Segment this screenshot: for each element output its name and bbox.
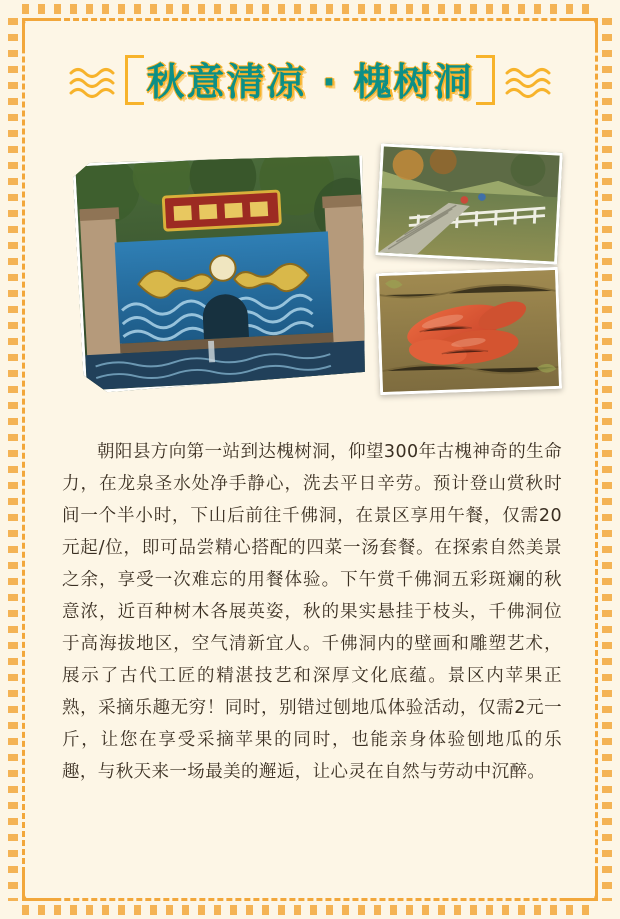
- corner-accent-top-left: [22, 18, 56, 52]
- corner-accent-top-right: [564, 18, 598, 52]
- dragon-wall-illustration: [75, 152, 370, 391]
- wave-ornament-left-icon: [69, 63, 125, 103]
- sweet-potato-illustration: [379, 270, 559, 392]
- page-title: 秋意清凉 · 槐树洞: [146, 60, 474, 104]
- bottom-stitch-border: [22, 905, 598, 915]
- article-body: 朝阳县方向第一站到达槐树洞，仰望300年古槐神奇的生命力，在龙泉圣水处净手静心，洗去平日辛劳。预计登山赏秋时间一个半小时，下山后前往千佛洞，在景区享用午餐，仅需20元起/位，即可品尝精心搭配的四菜一汤套餐。在探索自然美景之余，享受一次难忘的用餐体验。下午赏千佛洞五彩斑斓的秋意浓，近百种树木各展英姿，秋的果实悬挂于枝头，千佛洞位于高海拔地区，空气清新宜人。千佛洞内的壁画和雕塑艺术，展示了古代工匠的精湛技艺和深厚文化底蕴。景区内苹果正熟，采摘乐趣无穷！同时，别错过刨地瓜体验活动，仅需2元一斤，让您在享受采摘苹果的同时，也能亲身体验刨地瓜的乐趣，与秋天来一场最美的邂逅，让心灵在自然与劳动中沉醉。: [62, 441, 562, 782]
- top-stitch-border: [22, 4, 598, 14]
- mountain-steps-illustration: [378, 146, 559, 261]
- corner-accent-bottom-left: [22, 867, 56, 901]
- photo-collage: [56, 148, 564, 398]
- corner-accent-bottom-right: [564, 867, 598, 901]
- left-stitch-border: [8, 18, 18, 901]
- main-photo-dragon-wall[interactable]: [72, 149, 374, 394]
- wave-ornament-right-icon: [495, 63, 551, 103]
- top-photo-mountain-steps[interactable]: [375, 143, 563, 264]
- title-band: [60, 48, 560, 118]
- right-stitch-border: [602, 18, 612, 901]
- title-frame: [131, 53, 490, 113]
- bottom-photo-sweet-potato[interactable]: [376, 267, 562, 395]
